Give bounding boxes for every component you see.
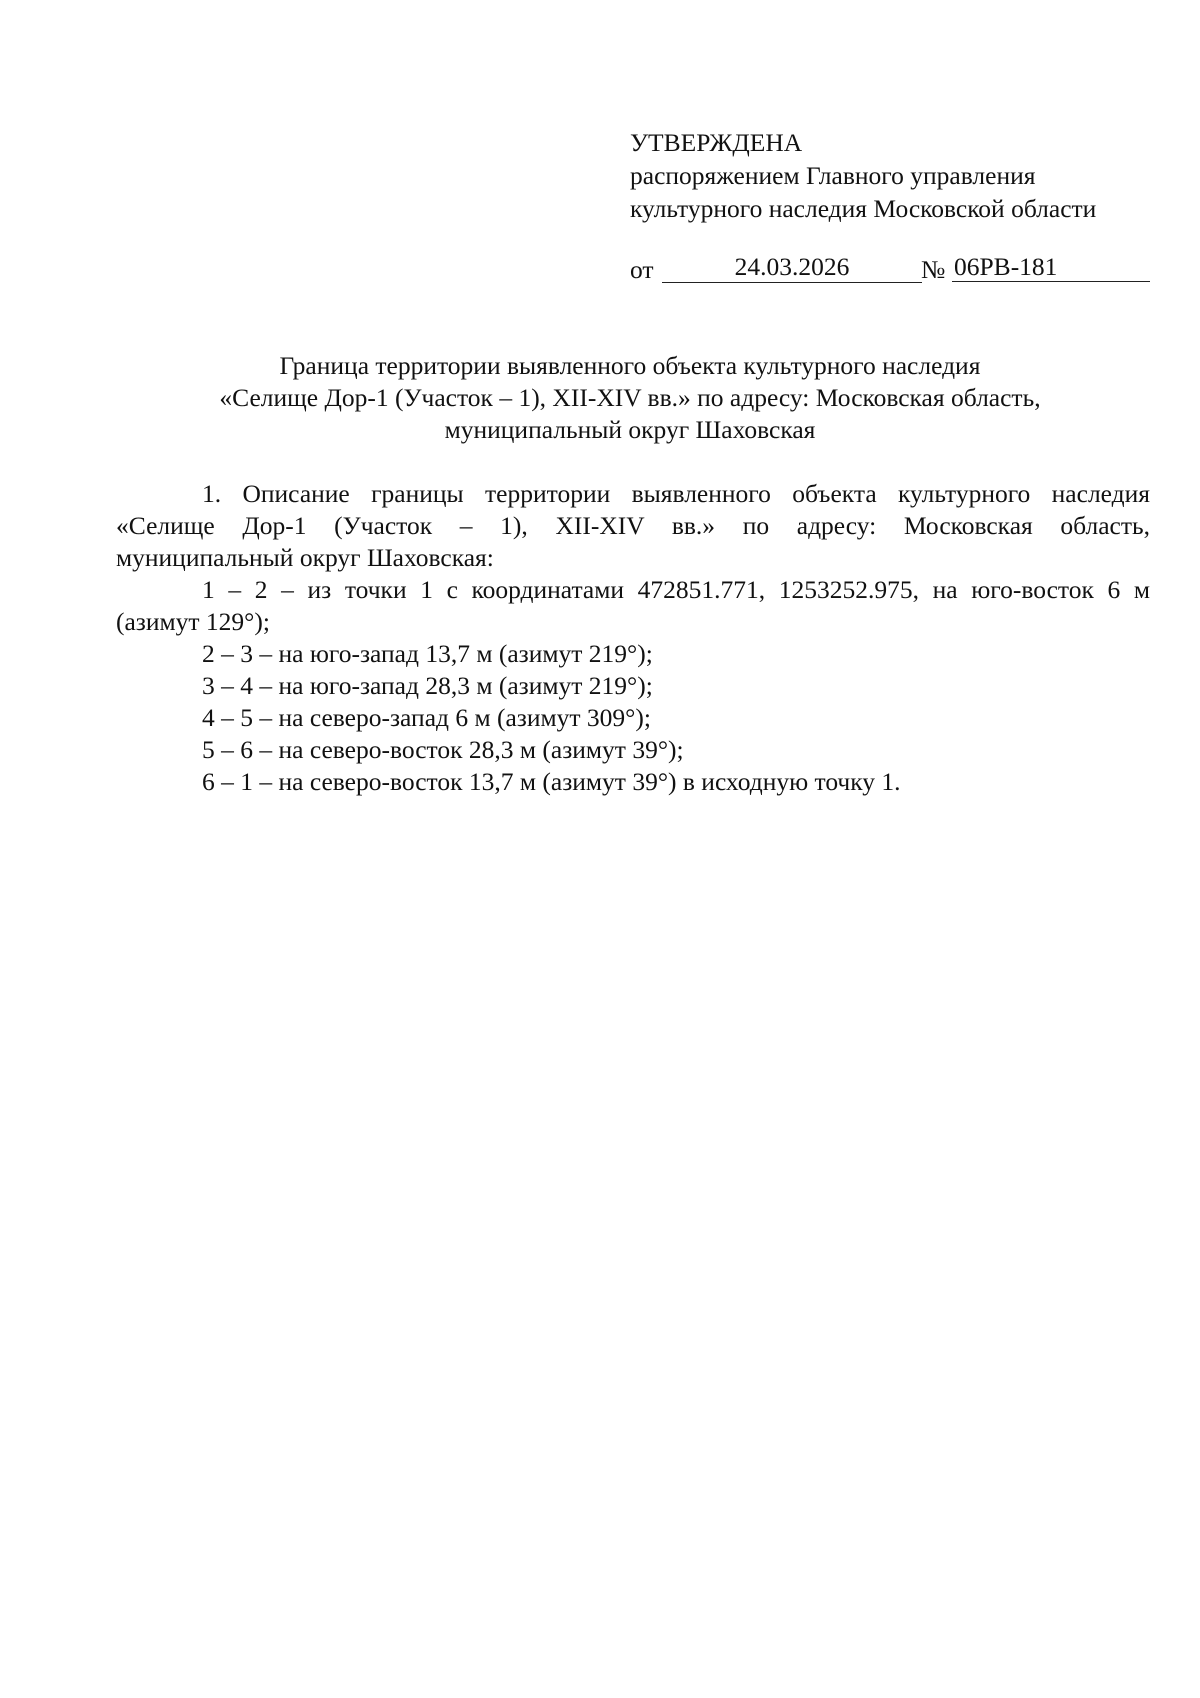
- document-title: [110, 350, 1150, 446]
- date-label: от: [630, 255, 654, 284]
- order-date: 24.03.2026: [662, 252, 922, 283]
- description-line-2: «Селище Дор-1 (Участок – 1), XII-XIV вв.» по адресу: Московская область,: [116, 511, 1150, 540]
- approval-line-1: распоряжением Главного управления: [630, 161, 1036, 190]
- order-date-number: [630, 252, 1150, 286]
- number-sign: №: [921, 255, 946, 284]
- order-number: 06РВ-181: [952, 252, 1150, 282]
- approval-line-2: культурного наследия Московской области: [630, 194, 1097, 223]
- segment-1-2-line: 1 – 2 – из точки 1 с координатами 472851.771, 1253252.975, на юго-восток 6 м: [202, 575, 1150, 604]
- description-line-1: 1. Описание границы территории выявленного объекта культурного наследия: [202, 479, 1150, 508]
- approval-stamp: [630, 126, 1150, 225]
- boundary-description: [116, 478, 1150, 798]
- title-line-3: муниципальный округ Шаховская: [444, 415, 816, 444]
- segment-1-2-azimuth: (азимут 129°);: [116, 607, 270, 636]
- approval-heading: УТВЕРЖДЕНА: [630, 128, 803, 157]
- segment-1-2: [116, 574, 1150, 638]
- segment-2-3: 2 – 3 – на юго-запад 13,7 м (азимут 219°);: [202, 639, 653, 668]
- description-line-3: муниципальный округ Шаховская:: [116, 543, 494, 572]
- segment-5-6: 5 – 6 – на северо-восток 28,3 м (азимут 39°);: [202, 735, 684, 764]
- title-line-2: «Селище Дор-1 (Участок – 1), XII-XIV вв.» по адресу: Московская область,: [219, 383, 1041, 412]
- title-line-1: Граница территории выявленного объекта культурного наследия: [279, 351, 981, 380]
- segment-4-5: 4 – 5 – на северо-запад 6 м (азимут 309°);: [202, 703, 651, 732]
- segment-6-1: 6 – 1 – на северо-восток 13,7 м (азимут 39°) в исходную точку 1.: [202, 767, 901, 796]
- description-paragraph: [116, 478, 1150, 574]
- segment-3-4: 3 – 4 – на юго-запад 28,3 м (азимут 219°);: [202, 671, 653, 700]
